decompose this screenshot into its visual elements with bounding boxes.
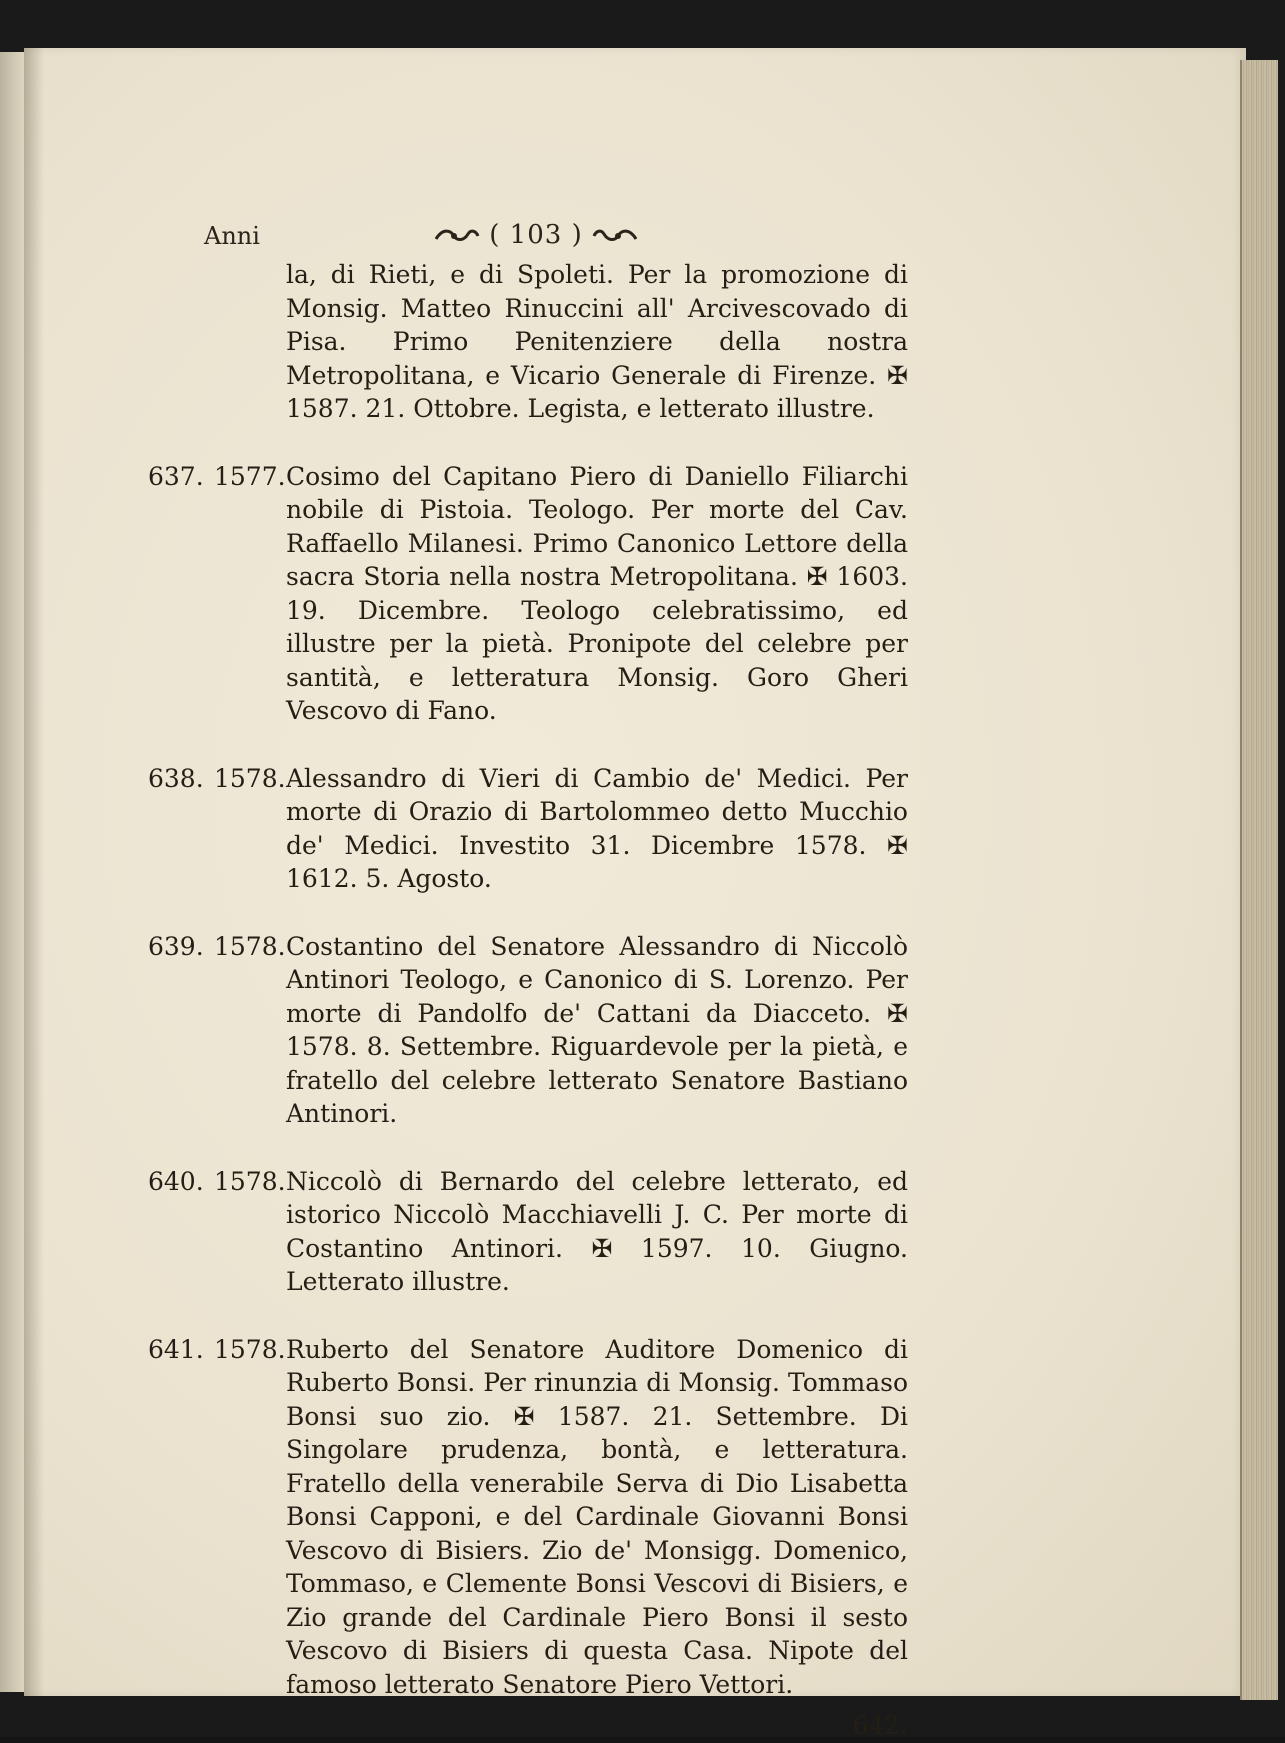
folio-number: ( 103 ): [489, 220, 583, 250]
entry-text: Alessandro di Vieri di Cambio de' Medici. Per morte di Orazio di Bartolommeo detto Mucchio de' Medici. Investito 31. Dicembre 1578. ✠ 1612. 5. Agosto.: [286, 763, 908, 893]
entry-year: 1578.: [214, 931, 286, 961]
entry-text: Ruberto del Senatore Auditore Domenico di Ruberto Bonsi. Per rinunzia di Monsig. Tommaso Bonsi suo zio. ✠ 1587. 21. Settembre. Di Singolare prudenza, bontà, e letteratura. Fratello della venerabile Serva di Dio Lisabetta Bonsi Capponi, e del Cardinale Giovanni Bonsi Vescovo di Bisiers. Zio de' Monsigg. Domenico, Tommaso, e Clemente Bonsi Vescovi di Bisiers, e Zio grande del Cardinale Piero Bonsi il sesto Vescovo di Bisiers di questa Casa. Nipote del famoso letterato Senatore Piero Vettori.: [286, 1334, 908, 1699]
page-block-edge: [1240, 60, 1278, 1700]
entry-year: 1578.: [214, 1334, 286, 1364]
entry-text: Cosimo del Capitano Piero di Daniello Filiarchi nobile di Pistoia. Teologo. Per morte del Cav. Raffaello Milanesi. Primo Canonico Lettore della sacra Storia nella nostra Metropolitana. ✠ 1603. 19. Dicembre. Teologo celebratissimo, ed illustre per la pietà. Pronipote del celebre per santità, e letteratura Monsig. Goro Gheri Vescovo di Fano.: [286, 461, 908, 725]
entry-year: 1578.: [214, 1166, 286, 1196]
entry-640: [148, 1165, 908, 1299]
gutter-shadow: [24, 48, 44, 1696]
entry-639: [148, 930, 908, 1131]
entry-number: 639.: [148, 931, 204, 961]
entry-continuation: [148, 258, 908, 426]
entry-text: Niccolò di Bernardo del celebre letterato, ed istorico Niccolò Macchiavelli J. C. Per morte di Costantino Antinori. ✠ 1597. 10. Giugno. Letterato illustre.: [286, 1166, 908, 1296]
entry-year: 1577.: [214, 461, 286, 491]
entry-641: [148, 1333, 908, 1702]
entry-number: 638.: [148, 763, 204, 793]
entry-continuation-text: la, di Rieti, e di Spoleti. Per la promozione di Monsig. Matteo Rinuccini all' Arcivescovado di Pisa. Primo Penitenziere della nostra Metropolitana, e Vicario Generale di Firenze. ✠ 1587. 21. Ottobre. Legista, e letterato illustre.: [286, 260, 908, 423]
entry-637: [148, 460, 908, 728]
catchword: 642.: [852, 1711, 908, 1740]
right-ornament-icon: [592, 225, 638, 247]
page-text: [148, 258, 908, 1743]
entry-number: 640.: [148, 1166, 204, 1196]
entry-number: 641.: [148, 1334, 204, 1364]
folio: [434, 220, 638, 250]
entry-number: 637.: [148, 461, 204, 491]
page-header: [204, 216, 904, 256]
running-head: Anni: [204, 222, 260, 250]
entry-text: Costantino del Senatore Alessandro di Niccolò Antinori Teologo, e Canonico di S. Lorenzo. Per morte di Pandolfo de' Cattani da Diacceto. ✠ 1578. 8. Settembre. Riguardevole per la pietà, e fratello del celebre letterato Senatore Bastiano Antinori.: [286, 931, 908, 1128]
entry-638: [148, 762, 908, 896]
entry-year: 1578.: [214, 763, 286, 793]
left-ornament-icon: [434, 225, 480, 247]
